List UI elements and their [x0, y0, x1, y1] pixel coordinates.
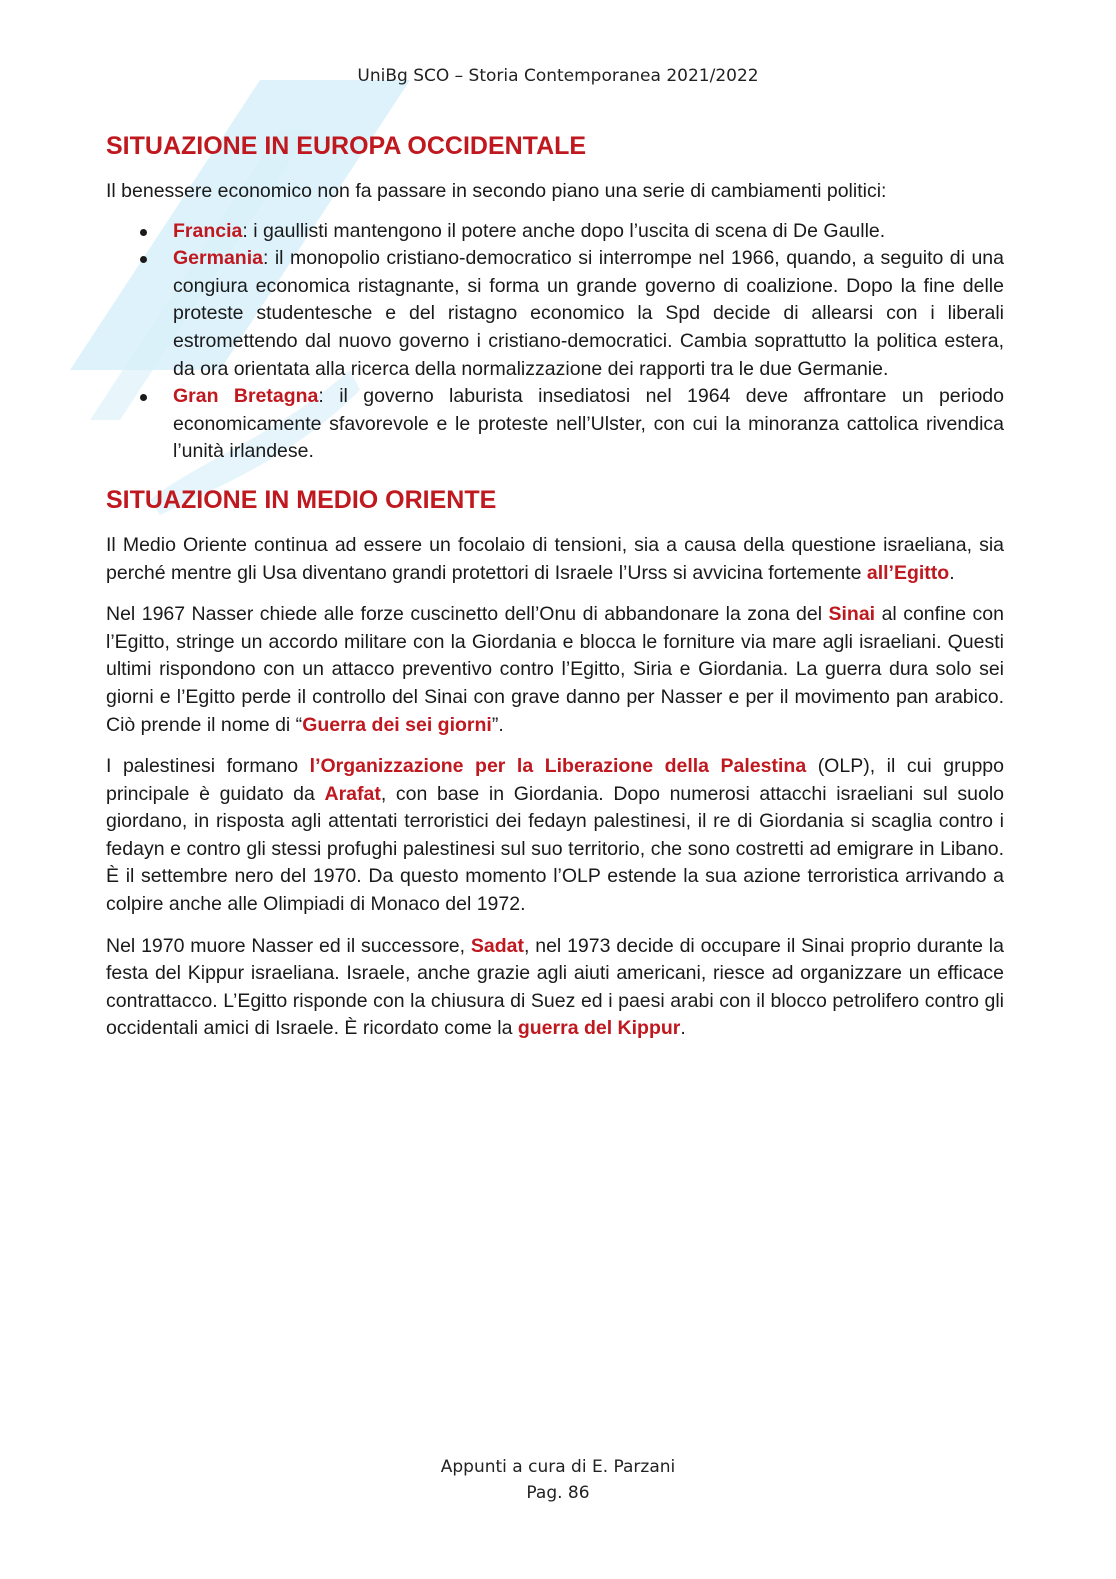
- paragraph-text: , con base in Giordania. Dopo numerosi attacchi israeliani sul suolo giordano, in risposta agli attentati terroristici dei fedayn palestinesi, il re di Giordania si scaglia contro i fedayn e contro gli stessi profughi palestinesi sul suo territorio, che sono costretti ad emigrare in Libano. È il settembre nero del 1970. Da questo momento l’OLP estende la sua azione terroristica arrivando a colpire anche alle Olimpiadi di Monaco del 1972.: [106, 782, 1004, 916]
- page-number: Pag. 86: [526, 1483, 590, 1503]
- paragraph-text: Nel 1967 Nasser chiede alle forze cuscinetto dell’Onu di abbandonare la zona del: [106, 603, 829, 626]
- bullet-icon: [140, 256, 147, 263]
- paragraph: [106, 753, 1004, 919]
- paragraph-text: (OLP), il cui gruppo principale è guidato da: [106, 755, 1004, 805]
- paragraph: [106, 601, 1004, 739]
- section-title-medio-oriente: SITUAZIONE IN MEDIO ORIENTE: [106, 485, 497, 514]
- bullet-icon: [140, 394, 147, 401]
- paragraph: [106, 933, 1004, 1043]
- list-item: [106, 218, 1004, 246]
- page-header: UniBg SCO – Storia Contemporanea 2021/2022: [357, 66, 759, 86]
- bullet-list: [106, 218, 1004, 466]
- highlight-term: Sinai: [828, 603, 876, 626]
- paragraph-text: Nel 1970 muore Nasser ed il successore,: [106, 934, 471, 957]
- bullet-icon: [140, 229, 147, 236]
- highlight-term: guerra del Kippur: [517, 1017, 681, 1040]
- list-item-text: : il governo laburista insediatosi nel 1964 deve affrontare un periodo economicamente sfavorevole e le proteste nell’Ulster, con cui la minoranza cattolica rivendica l’unità irlandese.: [173, 385, 1004, 463]
- document-body: [106, 128, 1004, 1043]
- paragraph-text: Il Medio Oriente continua ad essere un focolaio di tensioni, sia a causa della questione israeliana, sia perché mentre gli Usa diventano grandi protettori di Israele l’Urss si avvicina fortemente: [106, 533, 1004, 584]
- paragraph-text: , nel 1973 decide di occupare il Sinai proprio durante la festa del Kippur israeliana. Israele, anche grazie agli aiuti americani, riesce ad organizzare un efficace contrattacco. L’Egitto risponde con la chiusura di Suez ed i paesi arabi con il blocco petrolifero contro gli occidentali amici di Israele. È ricordato come la: [106, 934, 1004, 1040]
- intro-paragraph: Il benessere economico non fa passare in secondo piano una serie di cambiamenti politici:: [106, 180, 887, 202]
- paragraph-text: al confine con l’Egitto, stringe un accordo militare con la Giordania e blocca le forniture via mare agli israeliani. Questi ultimi rispondono con un attacco preventivo contro l’Egitto, Siria e Giordania. La guerra dura solo sei giorni e l’Egitto perde il controllo del Sinai con grave danno per Nasser e per il movimento pan arabico. Ciò prende il nome di “: [106, 603, 1004, 736]
- highlight-term: Francia: [173, 219, 243, 242]
- list-item: [106, 383, 1004, 466]
- highlight-term: all’Egitto: [866, 561, 950, 584]
- footer-author: Appunti a cura di E. Parzani: [440, 1457, 676, 1477]
- list-item: [106, 245, 1004, 383]
- list-item-text: : il monopolio cristiano-democratico si interrompe nel 1966, quando, a seguito di una congiura economica ristagnante, si forma un grande governo di coalizione. Dopo la fine delle proteste studentesche e del ristagno economico la Spd decide di allearsi con i liberali estromettendo dal nuovo governo i cristiano-democratici. Cambia soprattutto la politica estera, da ora orientata alla ricerca della normalizzazione dei rapporti tra le due Germanie.: [173, 247, 1004, 380]
- highlight-term: Arafat: [324, 782, 381, 805]
- paragraph: [106, 532, 1004, 587]
- list-item-text: : i gaullisti mantengono il potere anche dopo l’uscita di scena di De Gaulle.: [242, 219, 886, 242]
- page-footer: [0, 1454, 1116, 1506]
- paragraph-text: .: [680, 1017, 686, 1040]
- highlight-term: Germania: [173, 247, 263, 270]
- highlight-term: Gran Bretagna: [173, 385, 319, 408]
- highlight-term: l’Organizzazione per la Liberazione della Palestina: [309, 755, 807, 778]
- paragraph-text: ”.: [491, 713, 504, 736]
- highlight-term: Guerra dei sei giorni: [302, 713, 492, 736]
- section-title-europa: SITUAZIONE IN EUROPA OCCIDENTALE: [106, 132, 587, 160]
- paragraph-text: .: [949, 561, 955, 584]
- highlight-term: Sadat: [470, 934, 524, 957]
- paragraph-text: I palestinesi formano: [106, 755, 310, 778]
